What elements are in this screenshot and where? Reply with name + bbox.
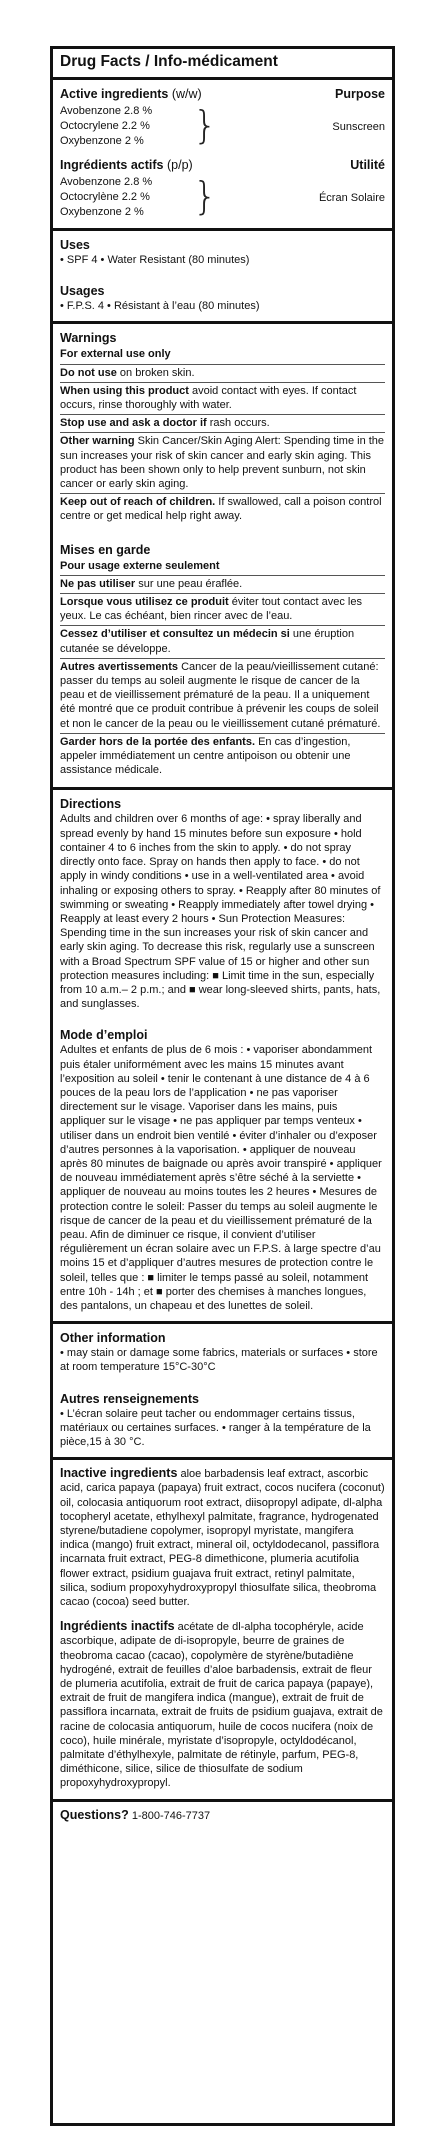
warnings-list-fr xyxy=(60,558,385,780)
active-ingredients-header-en xyxy=(60,86,385,102)
mode-emploi-text: Adultes et enfants de plus de 6 mois : • vaporiser abondamment puis étaler uniformément avec les mains 15 minutes avant l’exposition au soleil • tenir le contenant à une distance de 4 à 6 pouces de la peau lors de l’application • ne pas vaporiser directement sur le visage. Vaporiser dans les mains, puis appliquer sur le visage • ne pas appliquer par temps venteux • utiliser dans un endroit bien ventilé • éviter d’inhaler ou d’exposer d’autres personnes à la vaporisation. • appliquer de nouveau après 80 minutes de baignade ou après avoir transpiré • appliquer de nouveau immédiatement après s’être séché à la serviette • appliquer de nouveau au moins toutes les 2 heures • Mesures de protection contre le soleil: Passer du temps au soleil augmente le risque de cancer de la peau et du vieillissement prématuré de la peau. Afin de diminuer ce risque, il convient d’utiliser régulièrement un écran solaire avec un F.P.S. à large spectre d’au moins 15 et d’appliquer d’autres mesures de protection contre le soleil, telles que : ■ limiter le temps passé au soleil, notamment entre 10h - 14h ; et ■ porter des chemises à manches longues, des pantalons, un chapeau et des lunettes de soleil. xyxy=(60,1044,382,1312)
warning-line: Stop use and ask a doctor if rash occurs. xyxy=(60,415,385,433)
warning-line: Keep out of reach of children. If swallowed, call a poison control centre or get medical help right away. xyxy=(60,496,382,523)
page-title: Drug Facts / Info-médicament xyxy=(53,49,392,80)
list-item: Avobenzone 2.8 % xyxy=(60,176,153,188)
mises-en-garde-heading: Mises en garde xyxy=(60,542,151,557)
inactive-ingredients-text: aloe barbadensis leaf extract, ascorbic acid, carica papaya (papaya) fruit extract, cocos nucifera (coconut) oil, colocasia antiquorum root extract, diisopropyl adipate, dl-alpha tocopheryl acetate, ethylhexyl palmitate, fragrance, hydrogenated styrene/butadiene copolymer, isopropyl myristate, mangifera indica (mango) fruit extract, mineral oil, octyldodecanol, passiflora incarnata fruit extract, PEG-8 dimethicone, plumeria acutifolia flower extract, psidium guajava fruit extract, retinyl palmitate, silica, sodium propoxyhydroxypropyl thiosulfate silica, theobroma cacao (cocoa) seed butter. xyxy=(60,1468,385,1609)
warning-line: Ne pas utiliser sur une peau éraflée. xyxy=(60,576,385,594)
questions-phone: 1-800-746-7737 xyxy=(128,1809,211,1822)
list-item: Avobenzone 2.8 % xyxy=(60,105,153,117)
autres-renseignements-heading: Autres renseignements xyxy=(60,1391,199,1406)
drug-facts-panel xyxy=(50,46,395,2126)
warnings-heading: Warnings xyxy=(60,331,117,346)
utilite-value: Écran Solaire xyxy=(318,192,385,204)
warning-line: Other warning Skin Cancer/Skin Aging Alert: Spending time in the sun increases your risk of skin cancer and early skin aging. This product has been shown only to help prevent sunburn, not skin cancer or early skin aging. xyxy=(60,433,385,494)
ingredients-actifs-unit: (p/p) xyxy=(166,158,193,172)
active-ingredients-section xyxy=(53,80,392,231)
warning-line: Lorsque vous utilisez ce produit éviter tout contact avec les yeux. Le cas échéant, bien rincer avec de l’eau. xyxy=(60,594,385,626)
autres-renseignements-text: • L’écran solaire peut tacher ou endommager certains tissus, matériaux ou certaines surfaces. • ranger à la température de la pièce,15 à 30 °C. xyxy=(60,1407,371,1448)
warning-line: For external use only xyxy=(60,346,385,364)
list-item: Octocrylene 2.2 % xyxy=(60,120,150,132)
usages-heading: Usages xyxy=(60,284,105,299)
ingredients-actifs-heading: Ingrédients actifs xyxy=(60,158,164,172)
inactive-ingredients-en xyxy=(60,1466,385,1609)
warnings-section xyxy=(53,324,392,790)
warning-line: Pour usage externe seulement xyxy=(60,558,385,576)
other-information-section xyxy=(53,1324,392,1460)
list-item: Octocrylène 2.2 % xyxy=(60,191,150,203)
brace-icon: } xyxy=(193,103,218,147)
list-item: Oxybenzone 2 % xyxy=(60,206,144,218)
brace-icon: } xyxy=(193,174,218,218)
uses-heading: Uses xyxy=(60,238,90,252)
inactive-ingredients-section xyxy=(53,1460,392,1801)
directions-section xyxy=(53,790,392,1324)
usages-text: • F.P.S. 4 • Résistant à l’eau (80 minutes) xyxy=(60,300,260,313)
utilite-heading: Utilité xyxy=(350,158,385,172)
directions-heading: Directions xyxy=(60,797,122,812)
inactive-ingredients-heading: Inactive ingredients xyxy=(60,1466,178,1481)
purpose-value: Sunscreen xyxy=(332,121,385,133)
other-information-text: • may stain or damage some fabrics, materials or surfaces • store at room temperature 15°C-30°C xyxy=(60,1347,378,1374)
active-ingredients-list-en xyxy=(60,104,385,149)
mode-emploi-heading: Mode d’emploi xyxy=(60,1028,148,1043)
active-ingredients-header-fr xyxy=(60,157,385,173)
ingredients-inactifs-text: acétate de dl-alpha tocophéryle, acide ascorbique, adipate de di-isopropyle, beurre de graines de theobroma cacao (cacao), copolymère de styrène/butadiène hydrogéné, extrait de feuilles d’aloe barbadensis, extrait de fleur de plumeria acutifolia, extrait de fruit de carica papaya (papaye), extrait de fruit de mangifera indica (mangue), extrait de fruit de passiflora incarnata, extrait de fruits de psidium guajava, extrait de racine de colocasia antiquorum, huile de cocos nucifera (noix de coco), huile minérale, myristate d’isopropyle, octyldodécanol, palmitate d’éthylhexyle, palmitate de rétinyle, parfum, PEG-8, diméthicone, silice, silice de thiosulfate de sodium propoxyhydroxypropyl. xyxy=(60,1621,383,1790)
ingredients-inactifs-heading: Ingrédients inactifs xyxy=(60,1619,175,1634)
questions-section xyxy=(53,1802,392,1831)
warnings-list-en xyxy=(60,346,385,525)
inactive-ingredients-fr xyxy=(60,1619,385,1790)
warning-line: Do not use on broken skin. xyxy=(60,365,385,383)
directions-text: Adults and children over 6 months of age: • spray liberally and spread evenly by hand 15 minutes before sun exposure • hold container 4 to 6 inches from the skin to apply. • do not spray directly onto face. Spray on hands then apply to face. • do not apply in windy conditions • use in a well-ventilated area • avoid inhaling or exposing others to spray. • Reapply after 80 minutes of swimming or sweating • Reapply immediately after towel drying • Reapply at least every 2 hours • Sun Protection Measures: Spending time in the sun increases your risk of skin cancer and early skin aging. To decrease this risk, regularly use a sunscreen with a Broad Spectrum SPF value of 15 or higher and other sun protection measures including: ■ Limit time in the sun, especially from 10 a.m.– 2 p.m.; and ■ wear long-sleeved shirts, pants, hats, and sunglasses. xyxy=(60,813,381,1011)
list-item: Oxybenzone 2 % xyxy=(60,135,144,147)
purpose-heading: Purpose xyxy=(334,87,385,101)
active-ingredients-list-fr xyxy=(60,175,385,220)
active-ingredients-unit: (w/w) xyxy=(171,87,202,101)
uses-text: • SPF 4 • Water Resistant (80 minutes) xyxy=(60,254,250,266)
warning-line: Autres avertissements Cancer de la peau/vieillissement cutané: passer du temps au soleil augmente le risque de cancer de la peau et de vieillissement prématuré de la peau. Il a uniquement été montré que ce produit contribue à prévenir les coups de soleil et non le cancer de la peau ou le vieillissement cutané prématuré. xyxy=(60,659,385,734)
uses-section xyxy=(53,231,392,324)
questions-heading: Questions? xyxy=(60,1807,129,1822)
warning-line: Garder hors de la portée des enfants. En cas d’ingestion, appeler immédiatement un centre antipoison ou obtenir une assistance médicale. xyxy=(60,735,351,777)
other-information-heading: Other information xyxy=(60,1331,166,1346)
warning-line: Cessez d’utiliser et consultez un médecin si une éruption cutanée se développe. xyxy=(60,626,385,658)
active-ingredients-heading: Active ingredients xyxy=(60,87,169,101)
warning-line: When using this product avoid contact with eyes. If contact occurs, rinse thoroughly with water. xyxy=(60,383,385,415)
